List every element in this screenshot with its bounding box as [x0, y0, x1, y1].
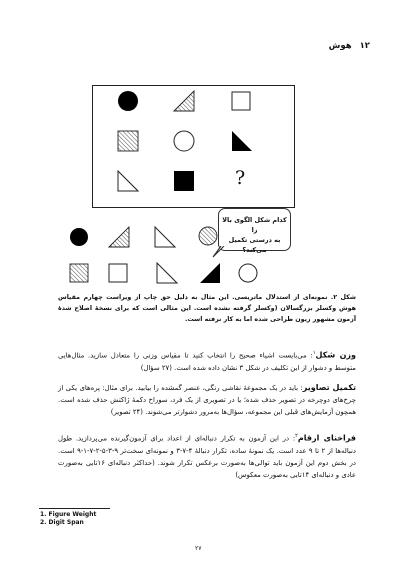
page-footer-number: ۲۷ — [195, 545, 202, 552]
bubble-line-2: به درستی تکمیل می‌کند؟ — [228, 236, 281, 254]
option-circle-white[interactable] — [238, 263, 258, 283]
matrix-triangle-white — [117, 170, 139, 192]
option-circle-hatched[interactable] — [198, 226, 218, 246]
footnote-ref: ۲ — [295, 433, 298, 439]
paragraph-text: : در این آزمون به تکرار دنباله‌ای از اعداد برای آزمون‌گیرنده می‌پردازید. طول دنباله‌ها از ۲ تا ۹ عدد است. یک نمونهٔ ساده، تکرار دنبالهٔ ۴-۷-۳ و نمونه‌ای سخت‌تر ۹-۳-۵-۲-۷-۱-۹ است. در بخش دوم این آزمون باید توالی‌ها به‌صورت برعکس تکرار شوند. (حداکثر دنباله‌ای ۱۶تایی به‌صورت عادی و دنباله‌ای ۱۴تایی به‌صورت معکوس) — [58, 434, 356, 479]
footnote-ref: ۱ — [312, 350, 316, 356]
option-triangle-white[interactable] — [154, 226, 176, 248]
matrix-square-hatched — [117, 130, 139, 152]
matrix-figure — [92, 85, 295, 208]
figure-caption: شکل ۲. نمونه‌ای از استدلال ماتریسی. این مثال به دلیل حق چاپ از ویراست چهارم مقیاس هوش وکسلر بزرگسالان (وکسلر گرفته نشده است. این مثالی است که برای نسخهٔ اصلاح شدهٔ آزمون مشهور ریون طراحی شده اما به کار نرفته است. — [58, 294, 356, 323]
matrix-triangle-hatched — [173, 90, 195, 112]
paragraph-digit-span — [58, 430, 356, 481]
paragraph-picture-completion — [58, 382, 356, 419]
paragraph-text: : می‌بایست اشیاء صحیح را انتخاب کنید تا مقیاس وزنی را متعادل سازید. مثال‌هایی متوسط و دشوار از این تکلیف در شکل ۳ نشان داده شده است. (۲۷ سؤال) — [58, 351, 356, 372]
bubble-tail — [212, 246, 226, 258]
matrix-square-white — [231, 91, 251, 111]
matrix-circle-black — [117, 90, 139, 112]
option-triangle-black[interactable] — [199, 262, 221, 284]
footnote-2: 2. Digit Span — [40, 519, 84, 526]
option-circle-black[interactable] — [69, 227, 89, 247]
page-number: ۱۲ — [359, 41, 370, 51]
speech-bubble — [218, 208, 291, 254]
running-title: هوش — [328, 41, 352, 51]
paragraph-text: : باید در یک مجموعهٔ نقاشی رنگی، عنصر گمشده را بیابید. برای مثال: پره‌های یکی از چرخ‌های دوچرخه در تصویر حذف شده؛ یا در تصویری از یک فرد، سوراخ دکمهٔ ژاکتش حذف شده است. همچون آزمایش‌های قبلی این مجموعه، سؤال‌ها به‌مرور دشوارتر می‌شوند. (۲۴ تصویر) — [58, 384, 356, 417]
option-square-hatched[interactable] — [69, 263, 89, 283]
bubble-line-1: کدام شکل الگوی بالا را — [222, 216, 287, 234]
paragraph-title: تکمیل تصاویر — [302, 383, 356, 392]
missing-item-mark: ? — [235, 167, 246, 189]
option-triangle-hatched[interactable] — [108, 226, 130, 248]
matrix-triangle-black — [231, 130, 253, 152]
option-triangle-white-small[interactable] — [156, 262, 178, 284]
page-header — [329, 41, 370, 51]
option-square-white[interactable] — [108, 263, 128, 283]
matrix-square-black — [173, 170, 195, 192]
paragraph-figure-weight — [58, 347, 356, 374]
matrix-circle-white — [173, 130, 195, 152]
paragraph-title: وزن شکل — [315, 350, 356, 360]
footnote-divider — [39, 508, 110, 509]
paragraph-title: فراخنای ارقام — [297, 433, 356, 443]
footnote-1: 1. Figure Weight — [40, 511, 97, 518]
